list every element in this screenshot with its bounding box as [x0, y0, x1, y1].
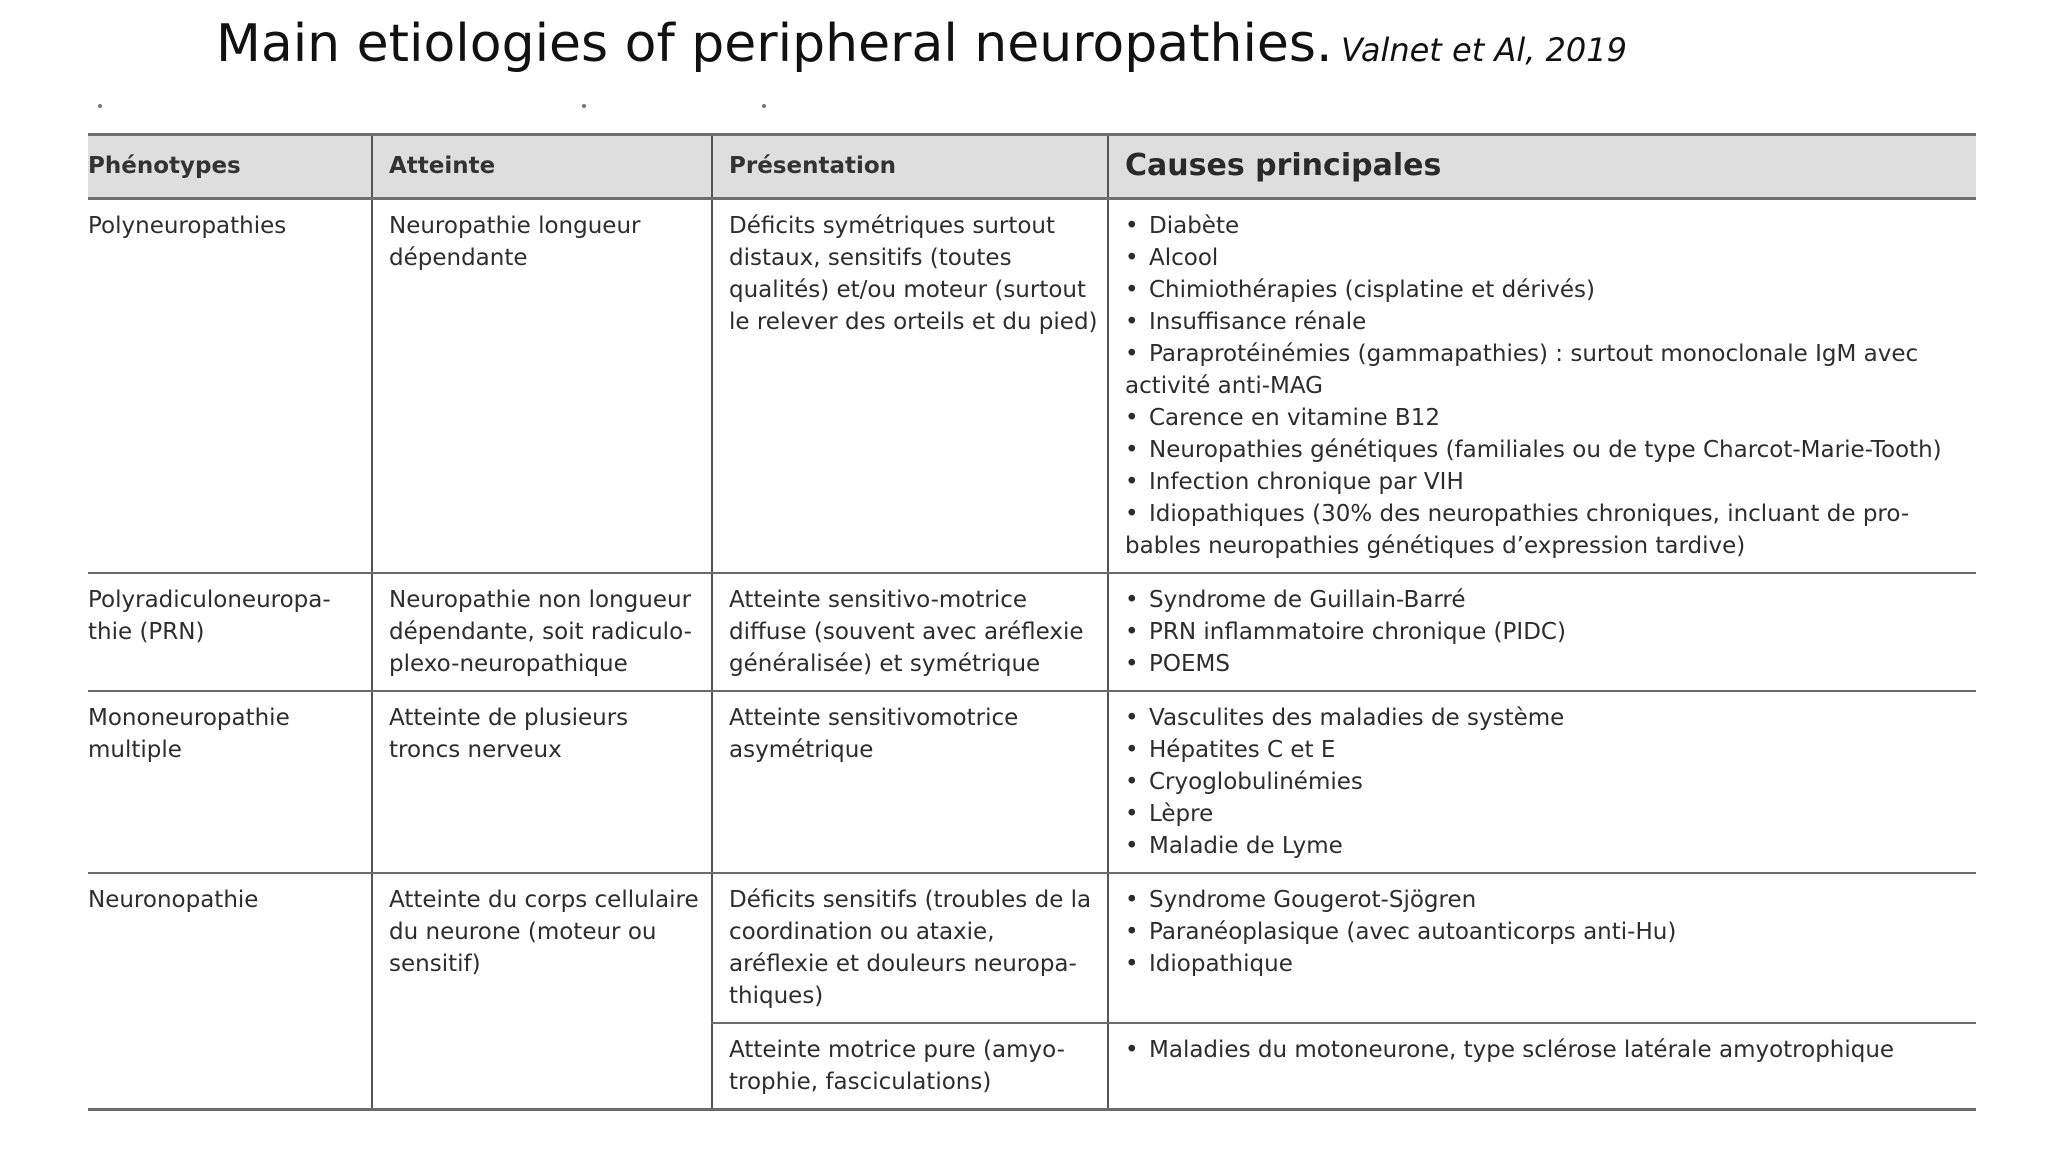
atteinte-cell: Atteinte du corps cellulaire du neurone (moteur ou sensitif) [372, 873, 712, 1110]
cause-item: • Neuropathies génétiques (familiales ou de type Charcot-Marie-Tooth) [1125, 434, 1968, 466]
slide-title-main: Main etiologies of peripheral neuropathies. [216, 14, 1333, 74]
cause-item: • Hépatites C et E [1125, 734, 1968, 766]
slide-title-citation: Valnet et Al, 2019 [1340, 31, 1627, 69]
cause-item: • Alcool [1125, 242, 1968, 274]
cropped-source-marks [98, 104, 798, 118]
atteinte-cell: Atteinte de plusieurs troncs nerveux [372, 691, 712, 873]
header-atteinte: Atteinte [372, 135, 712, 199]
phenotype-cell: Neuronopathie [88, 873, 372, 1110]
etiologies-table-container [88, 133, 1976, 1111]
presentation-cell: Atteinte sensitivomotrice asymétrique [712, 691, 1108, 873]
cause-item: • POEMS [1125, 648, 1968, 680]
causes-list [1125, 1034, 1968, 1066]
phenotype-cell: Mononeuropathie multiple [88, 691, 372, 873]
etiologies-table [88, 133, 1976, 1111]
cause-item: • PRN inflammatoire chronique (PIDC) [1125, 616, 1968, 648]
presentation-cell: Déficits sensitifs (troubles de la coordination ou ataxie, aréflexie et douleurs neuropa-thiques) [712, 873, 1108, 1023]
presentation-cell: Atteinte sensitivo-motrice diffuse (souvent avec aréflexie généralisée) et symétrique [712, 573, 1108, 691]
cause-item: • Lèpre [1125, 798, 1968, 830]
causes-cell [1108, 573, 1976, 691]
table-header-row [88, 135, 1976, 199]
causes-list [1125, 702, 1968, 862]
cause-item: • Diabète [1125, 210, 1968, 242]
phenotype-cell: Polyneuropathies [88, 199, 372, 574]
table-row [88, 573, 1976, 691]
causes-cell [1108, 199, 1976, 574]
cause-item: • Vasculites des maladies de système [1125, 702, 1968, 734]
presentation-cell: Atteinte motrice pure (amyo-trophie, fasciculations) [712, 1023, 1108, 1110]
header-presentation: Présentation [712, 135, 1108, 199]
header-phenotypes: Phénotypes [88, 135, 372, 199]
causes-cell [1108, 873, 1976, 1023]
cause-item: • Cryoglobulinémies [1125, 766, 1968, 798]
cause-item: • Maladies du motoneurone, type sclérose latérale amyotrophique [1125, 1034, 1968, 1066]
cause-item: • Paranéoplasique (avec autoanticorps anti-Hu) [1125, 916, 1968, 948]
cause-item: • Chimiothérapies (cisplatine et dérivés) [1125, 274, 1968, 306]
cause-item: • Syndrome de Guillain-Barré [1125, 584, 1968, 616]
atteinte-cell: Neuropathie non longueur dépendante, soit radiculo-plexo-neuropathique [372, 573, 712, 691]
cause-item: • Infection chronique par VIH [1125, 466, 1968, 498]
causes-list [1125, 584, 1968, 680]
table-row [88, 199, 1976, 574]
cause-item: • Paraprotéinémies (gammapathies) : surtout monoclonale IgM avec activité anti-MAG [1125, 338, 1968, 402]
phenotype-cell: Polyradiculoneuropa-thie (PRN) [88, 573, 372, 691]
cause-item: • Insuffisance rénale [1125, 306, 1968, 338]
cause-item: • Idiopathique [1125, 948, 1968, 980]
cause-item: • Maladie de Lyme [1125, 830, 1968, 862]
table-row [88, 873, 1976, 1023]
cause-item: • Syndrome Gougerot-Sjögren [1125, 884, 1968, 916]
causes-list [1125, 210, 1968, 562]
slide-title [216, 14, 1627, 74]
causes-list [1125, 884, 1968, 980]
cause-item: • Carence en vitamine B12 [1125, 402, 1968, 434]
atteinte-cell: Neuropathie longueur dépendante [372, 199, 712, 574]
table-row [88, 691, 1976, 873]
cause-item: • Idiopathiques (30% des neuropathies chroniques, incluant de pro-bables neuropathies génétiques d’expression tardive) [1125, 498, 1968, 562]
causes-cell [1108, 691, 1976, 873]
causes-cell [1108, 1023, 1976, 1110]
header-causes: Causes principales [1108, 135, 1976, 199]
presentation-cell: Déficits symétriques surtout distaux, sensitifs (toutes qualités) et/ou moteur (surtout le relever des orteils et du pied) [712, 199, 1108, 574]
